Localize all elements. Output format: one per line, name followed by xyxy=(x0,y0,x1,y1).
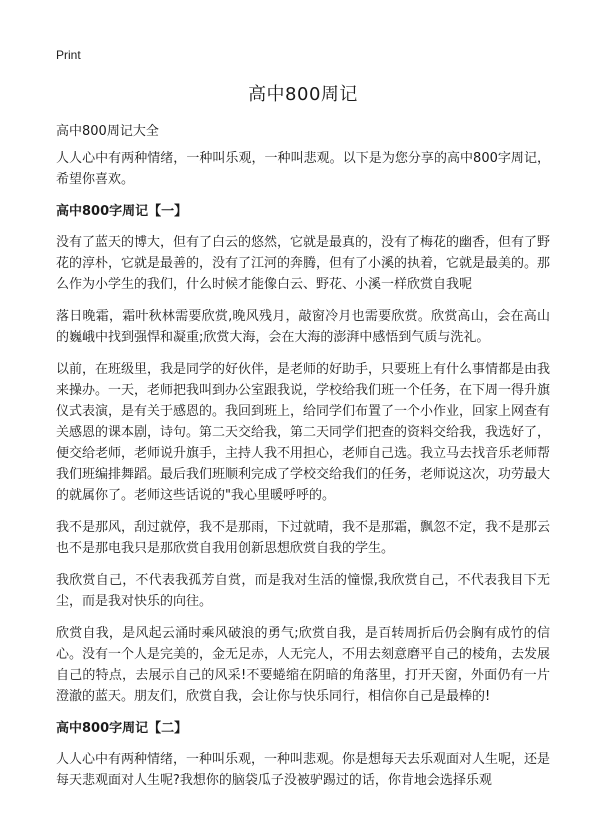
paragraph: 人人心中有两种情绪，一种叫乐观，一种叫悲观。你是想每天去乐观面对人生呢，还是每天悲观面对人生呢?我想你的脑袋瓜子没被驴踢过的话，你肯地会选择乐观 xyxy=(56,752,551,788)
section-heading-1: 高中800字周记【一】 xyxy=(56,204,188,219)
intro-paragraph: 人人心中有两种情绪，一种叫乐观，一种叫悲观。以下是为您分享的高中800字周记，希望你喜欢。 xyxy=(56,151,550,187)
print-link[interactable]: Print xyxy=(56,48,81,62)
paragraph: 没有了蓝天的博大，但有了白云的悠然，它就是最真的，没有了梅花的幽香，但有了野花的淳朴，它就是最善的，没有了江河的奔腾，但有了小溪的执着，它就是最美的。那么作为小学生的我们，什么时候才能像白云、野花、小溪一样欣赏自我呢 xyxy=(56,235,551,292)
paragraph: 以前，在班级里，我是同学的好伙伴，是老师的好助手，只要班上有什么事情都是由我来操办。一天，老师把我叫到办公室跟我说，学校给我们班一个任务，在下周一得升旗仪式表演，是有关于感恩的。我回到班上，给同学们布置了一个小作业，回家上网查有关感恩的课本剧，诗句。第二天交给我，第二天同学们把查的资料交给我，我选好了，便交给老师，老师说升旗手，主持人我不用担心，老师自己选。我立马去找音乐老师帮我们班编排舞蹈。最后我们班顺利完成了学校交给我们的任务，老师说这次，功劳最大的就属你了。老师这些话说的"我心里暖呼呼的。 xyxy=(56,362,551,503)
section-heading-2: 高中800字周记【二】 xyxy=(56,721,188,736)
article-body xyxy=(56,148,550,802)
paragraph: 欣赏自我，是风起云涌时乘风破浪的勇气;欣赏自我，是百转周折后仍会胸有成竹的信心。没有一个人是完美的，金无足赤，人无完人，不用去刻意磨平自己的棱角，去发展自己的特点，去展示自己的风采!不要蜷缩在阴暗的角落里，打开天窗，外面仍有一片澄澈的蓝天。朋友们，欣赏自我，会让你与快乐同行，相信你自己是最棒的! xyxy=(56,626,551,704)
paragraph: 我不是那风，刮过就停，我不是那雨，下过就晴，我不是那霜，飘忽不定，我不是那云也不是那电我只是那欣赏自我用创新思想欣赏自我的学生。 xyxy=(56,520,551,556)
paragraph: 我欣赏自己，不代表我孤芳自赏，而是我对生活的憧憬,我欣赏自己，不代表我目下无尘，而是我对快乐的向往。 xyxy=(56,573,550,609)
page-subtitle: 高中800周记大全 xyxy=(56,124,159,139)
paragraph: 落日晚霜，霜叶秋林需要欣赏,晚风残月，敲窗冷月也需要欣赏。欣赏高山，会在高山的巍峨中找到强悍和凝重;欣赏大海，会在大海的澎湃中感悟到气质与洗礼。 xyxy=(56,309,550,345)
page-title: 高中800周记 xyxy=(248,84,358,105)
